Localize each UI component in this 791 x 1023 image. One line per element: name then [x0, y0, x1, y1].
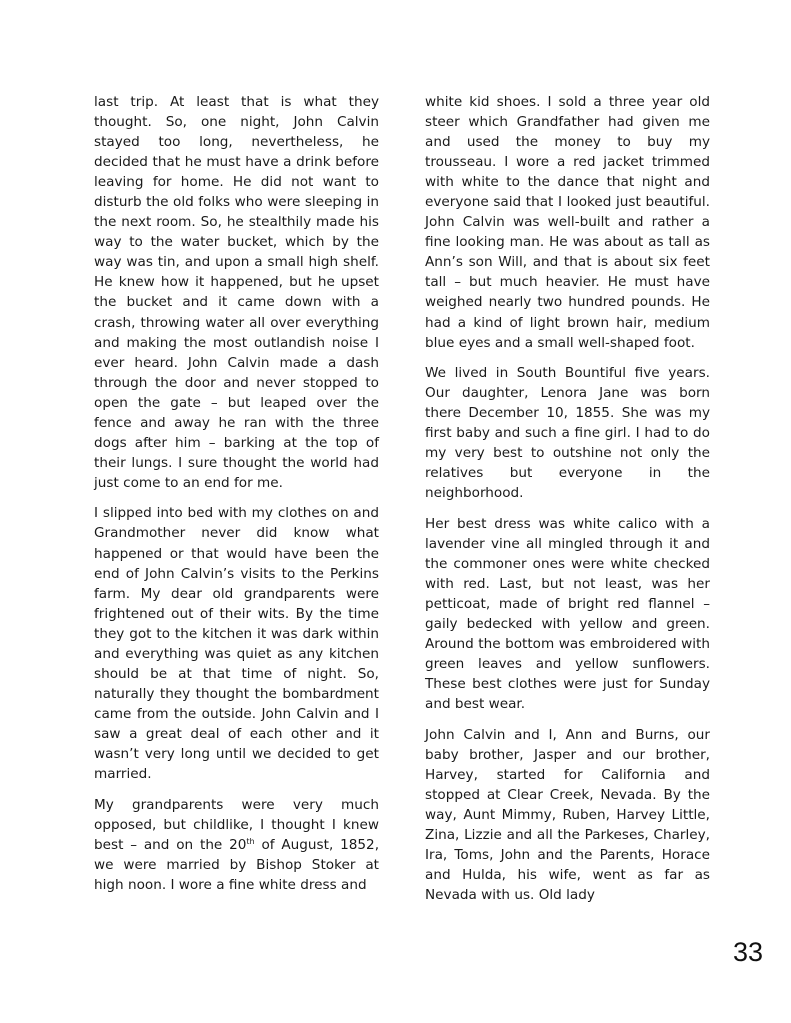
paragraph: I slipped into bed with my clothes on and Grandmother never did know what happened or that would have been the end of John Calvin’s visits to the Perkins farm. My dear old grandparents were frightened out of their wits. By the time they got to the kitchen it was dark within and everything was quiet as any kitchen should be at that time of night. So, naturally they thought the bombardment came from the outside. John Calvin and I saw a great deal of each other and it wasn’t very long until we decided to get married. [94, 505, 379, 783]
ordinal-superscript: th [246, 836, 255, 846]
paragraph: We lived in South Bountiful five years. Our daughter, Lenora Jane was born there December 10, 1855. She was my first baby and such a fine girl. I had to do my very best to outshine not only the relatives but everyone in the neighborhood. [425, 365, 710, 502]
page-number: 33 [733, 937, 764, 967]
paragraph: last trip. At least that is what they thought. So, one night, John Calvin stayed too long, nevertheless, he decided that he must have a drink before leaving for home. He did not want to disturb the old folks who were sleeping in the next room. So, he stealthily made his way to the water bucket, which by the way was tin, and upon a small high shelf. He knew how it happened, but he upset the bucket and it came down with a crash, throwing water all over everything and making the most outlandish noise I ever heard. John Calvin made a dash through the door and never stopped to open the gate – but leaped over the fence and away he ran with the three dogs after him – barking at the top of their lungs. I sure thought the world had just come to an end for me. [94, 94, 379, 491]
paragraph: John Calvin and I, Ann and Burns, our baby brother, Jasper and our brother, Harvey, started for California and stopped at Clear Creek, Nevada. By the way, Aunt Mimmy, Ruben, Harvey Little, Zina, Lizzie and all the Parkeses, Charley, Ira, Toms, John and the Parents, Horace and Hulda, his wife, went as far as Nevada with us. Old lady [425, 726, 710, 904]
paragraph-wedding-date [94, 795, 379, 895]
paragraph: white kid shoes. I sold a three year old steer which Grandfather had given me and used the money to buy my trousseau. I wore a red jacket trimmed with white to the dance that night and everyone said that I looked just beautiful. John Calvin was well-built and rather a fine looking man. He was about as tall as Ann’s son Will, and that is about six feet tall – but much heavier. He must have weighed nearly two hundred pounds. He had a kind of light brown hair, medium blue eyes and a small well-shaped foot. [425, 94, 710, 351]
paragraph: Her best dress was white calico with a lavender vine all mingled through it and the commoner ones were white checked with red. Last, but not least, was her petticoat, made of bright red flannel – gaily bedecked with yellow and green. Around the bottom was embroidered with green leaves and yellow sunflowers. These best clothes were just for Sunday and best wear. [425, 515, 710, 713]
paragraph-text: of August, 1852, we were married by Bishop Stoker at high noon. I wore a fine white dress and [94, 836, 380, 893]
right-text-column [425, 92, 710, 916]
paragraph-text: My grandparents were very much opposed, but childlike, I thought I knew best – and on the 20 [94, 796, 379, 853]
left-text-column [94, 92, 379, 905]
